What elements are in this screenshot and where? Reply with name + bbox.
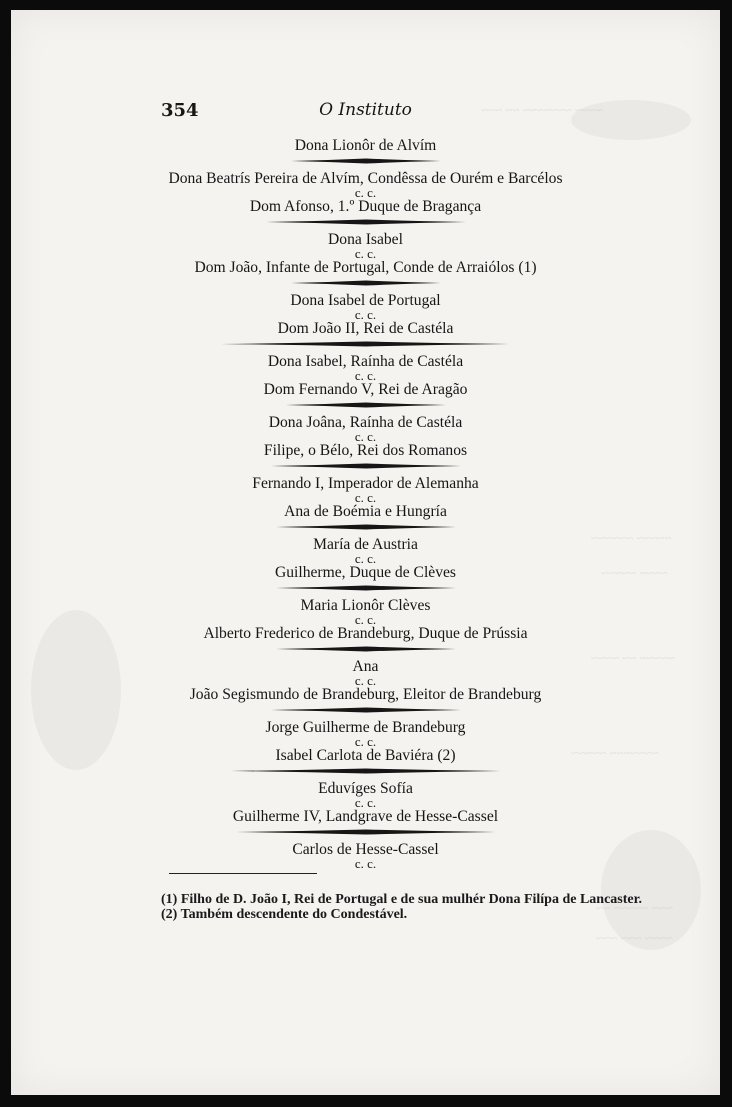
ancestor-name: Dona Isabel, Raínha de Castéla <box>267 353 464 370</box>
footnote-1: (1) Filho de D. João I, Rei de Portugal e de sua mulhér Dona Filípa de Lancaster. <box>161 892 643 907</box>
ornamental-rule <box>231 767 501 775</box>
footnotes <box>161 892 651 922</box>
footnote-rule <box>169 873 317 874</box>
ancestor-name: Dona Lionôr de Alvím <box>294 137 437 154</box>
ancestor-name: Ana <box>352 658 379 675</box>
genealogy-block <box>11 293 720 348</box>
show-through-text: ~~~~ ~~~~~~~ ~~ ~~~ <box>481 102 604 117</box>
married-to-marker: c. c. <box>354 307 377 322</box>
ancestor-name: Dona Beatrís Pereira de Alvím, Condêssa de Ourém e Barcélos <box>168 170 563 187</box>
spouse-name: João Segismundo de Brandeburg, Eleitor de Brandeburg <box>189 686 542 703</box>
spouse-name: Ana de Boémia e Hungría <box>284 503 447 520</box>
married-to-marker: c. c. <box>354 795 377 810</box>
genealogy-block <box>11 537 720 592</box>
married-to-marker: c. c. <box>354 673 377 688</box>
spouse-name: Dom Afonso, 1.º Duque de Bragança <box>249 198 482 215</box>
genealogy-chart <box>11 138 720 876</box>
show-through-text: ~~~~~ ~~~~~~ <box>591 530 672 545</box>
ornamental-rule <box>286 401 446 409</box>
ornamental-rule <box>271 706 461 714</box>
ornamental-rule <box>271 462 461 470</box>
genealogy-block <box>11 659 720 714</box>
ornamental-rule <box>276 584 456 592</box>
ornamental-rule <box>221 340 511 348</box>
spouse-name: Guilherme, Duque de Clèves <box>274 564 456 581</box>
genealogy-block <box>11 354 720 409</box>
show-through-text: ~~~~~ ~~ ~~~~ <box>591 650 675 665</box>
ancestor-name: Dona Isabel <box>328 231 403 248</box>
genealogy-block <box>11 720 720 775</box>
genealogy-block <box>11 476 720 531</box>
genealogy-block <box>11 138 720 165</box>
spouse-name: Isabel Carlota de Baviéra (2) <box>275 747 456 764</box>
married-to-marker: c. c. <box>354 368 377 383</box>
spouse-name: Dom João II, Rei de Castéla <box>277 320 454 337</box>
ancestor-name: María de Austria <box>313 536 418 553</box>
ornamental-rule <box>291 279 441 287</box>
genealogy-block <box>11 415 720 470</box>
married-to-marker: c. c. <box>354 612 377 627</box>
ancestor-name: Fernando I, Imperador de Alemanha <box>252 475 479 492</box>
ornamental-rule <box>266 218 466 226</box>
married-to-marker: c. c. <box>354 185 377 200</box>
ancestor-name: Dona Isabel de Portugal <box>290 292 441 309</box>
married-to-marker: c. c. <box>354 551 377 566</box>
spouse-name: Dom Fernando V, Rei de Aragão <box>263 381 468 398</box>
show-through-text: ~~~~ ~~~ ~~~ <box>596 930 673 945</box>
married-to-marker: c. c. <box>354 734 377 749</box>
ancestor-name: Eduvíges Sofía <box>318 780 413 797</box>
ornamental-rule <box>276 645 456 653</box>
married-to-marker: c. c. <box>354 429 377 444</box>
footnote-2: (2) Também descendente do Condestável. <box>161 907 408 922</box>
page-header <box>11 98 720 124</box>
running-title: O Instituto <box>319 100 412 120</box>
ornamental-rule <box>276 523 456 531</box>
show-through-text: ~~~~~~~ ~~~~~ <box>571 745 659 760</box>
spouse-name: Filipe, o Bélo, Rei dos Romanos <box>263 442 468 459</box>
ancestor-name: Jorge Guilherme de Brandeburg <box>265 719 466 736</box>
genealogy-block <box>11 232 720 287</box>
genealogy-block <box>11 171 720 226</box>
ornamental-rule <box>236 828 496 836</box>
page-number: 354 <box>161 100 199 121</box>
genealogy-block <box>11 842 720 876</box>
genealogy-block <box>11 781 720 836</box>
married-to-marker: c. c. <box>354 490 377 505</box>
ornamental-rule <box>291 157 441 165</box>
spouse-name: Dom João, Infante de Portugal, Conde de Arraiólos (1) <box>194 259 537 276</box>
show-through-text: ~~~ ~~~~~ ~~ <box>596 900 673 915</box>
page-sheet <box>11 10 720 1095</box>
spouse-name: Alberto Frederico de Brandeburg, Duque de Prússia <box>203 625 528 642</box>
show-through-text: ~~~~ ~~~~~ <box>601 565 668 580</box>
spouse-name: Guilherme IV, Landgrave de Hesse-Cassel <box>232 808 499 825</box>
ancestor-name: Dona Joâna, Raínha de Castéla <box>268 414 463 431</box>
ancestor-name: Maria Lionôr Clèves <box>300 597 431 614</box>
genealogy-block <box>11 598 720 653</box>
ancestor-name: Carlos de Hesse-Cassel <box>292 841 439 858</box>
married-to-marker: c. c. <box>354 856 377 871</box>
married-to-marker: c. c. <box>354 246 377 261</box>
